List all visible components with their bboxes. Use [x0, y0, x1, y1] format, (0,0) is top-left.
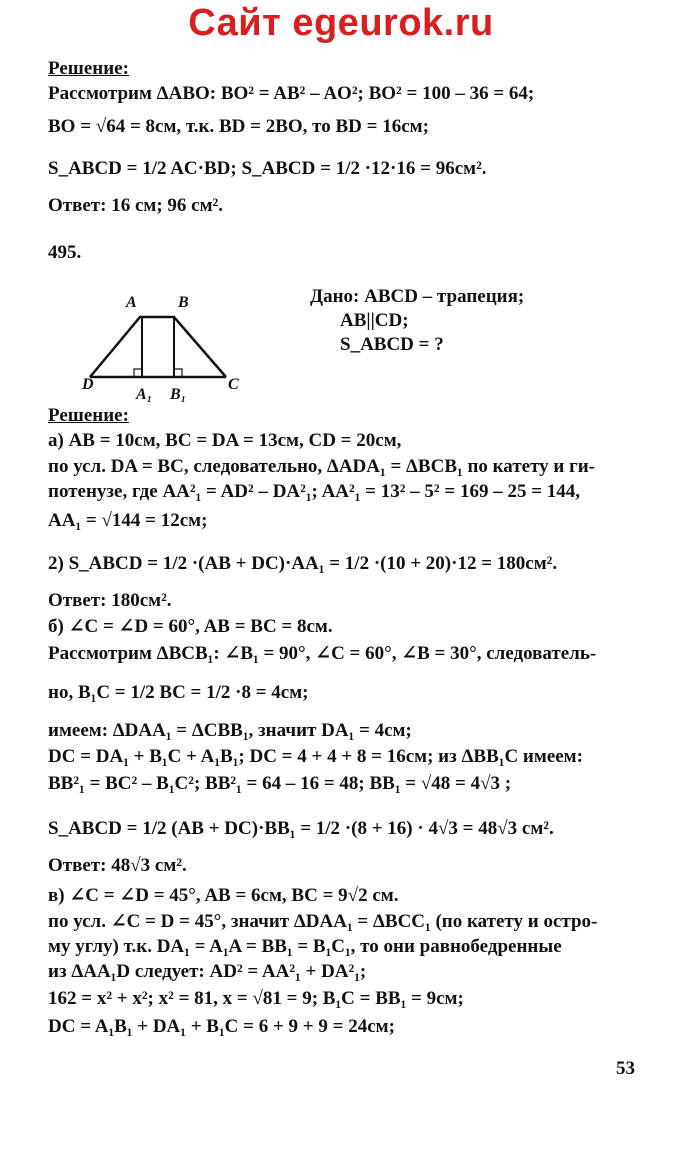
page-number: 53	[616, 1058, 635, 1079]
text-line: Ответ: 16 см; 96 см².	[48, 195, 223, 216]
text-line: Ответ: 180см².	[48, 590, 172, 611]
text-line: но, B₁C = 1/2 BC = 1/2 ·8 = 4см;	[48, 682, 309, 703]
text-line: в) ∠C = ∠D = 45°, AB = 6см, BC = 9√2 см.	[48, 885, 399, 906]
label-b1: B₁	[170, 386, 187, 403]
given-line: AB||CD;	[340, 310, 409, 331]
text-line: BO = √64 = 8см, т.к. BD = 2BO, то BD = 16см;	[48, 116, 429, 137]
label-b: B	[178, 294, 189, 311]
text-line: Рассмотрим ΔABO: BO² = AB² – AO²; BO² = 100 – 36 = 64;	[48, 83, 535, 104]
text-line: S_ABCD = 1/2 (AB + DC)·BB₁ = 1/2 ·(8 + 16) · 4√3 = 48√3 см².	[48, 818, 554, 839]
top-solution-label: Решение:	[48, 58, 129, 79]
trapezoid-figure	[78, 285, 278, 405]
text-line: по усл. DA = BC, следовательно, ΔADA₁ = ΔBCB₁ по катету и ги-	[48, 456, 596, 477]
text-line: 162 = x² + x²; x² = 81, x = √81 = 9; B₁C = BB₁ = 9см;	[48, 988, 464, 1009]
label-d: D	[82, 376, 94, 393]
text-line: из ΔAA₁D следует: AD² = AA²₁ + DA²₁;	[48, 961, 367, 982]
text-line: Рассмотрим ΔBCB₁: ∠B₁ = 90°, ∠C = 60°, ∠B = 30°, следователь-	[48, 643, 597, 664]
given-line: Дано: ABCD – трапеция;	[310, 286, 525, 307]
label-c: C	[228, 376, 239, 393]
text-line: по усл. ∠C = D = 45°, значит ΔDAA₁ = ΔBCC₁ (по катету и остро-	[48, 911, 598, 932]
text-line: DC = DA₁ + B₁C + A₁B₁; DC = 4 + 4 + 8 = 16см; из ΔBB₁C имеем:	[48, 746, 583, 767]
label-a: A	[126, 294, 137, 311]
text-line: Ответ: 48√3 см².	[48, 855, 187, 876]
text-line: AA₁ = √144 = 12см;	[48, 510, 208, 531]
text-line: а) AB = 10см, BC = DA = 13см, CD = 20см,	[48, 430, 402, 451]
problem-number: 495.	[48, 242, 82, 263]
text-line: имеем: ΔDAA₁ = ΔCBB₁, значит DA₁ = 4см;	[48, 720, 412, 741]
given-line: S_ABCD = ?	[340, 334, 444, 355]
trapezoid-outline	[90, 317, 226, 377]
text-line: S_ABCD = 1/2 AC·BD; S_ABCD = 1/2 ·12·16 = 96см².	[48, 158, 487, 179]
text-line: DC = A₁B₁ + DA₁ + B₁C = 6 + 9 + 9 = 24см;	[48, 1016, 395, 1037]
text-line: му углу) т.к. DA₁ = A₁A = BB₁ = B₁C₁, то они равнобедренные	[48, 936, 562, 957]
text-line: потенузе, где AA²₁ = AD² – DA²₁; AA²₁ = 13² – 5² = 169 – 25 = 144,	[48, 481, 581, 502]
site-title: Сайт egeurok.ru	[188, 2, 494, 44]
label-a1: A₁	[136, 386, 153, 403]
text-line: BB²₁ = BC² – B₁C²; BB²₁ = 64 – 16 = 48; BB₁ = √48 = 4√3 ;	[48, 773, 512, 794]
text-line: б) ∠C = ∠D = 60°, AB = BC = 8см.	[48, 616, 333, 637]
text-line: 2) S_ABCD = 1/2 ·(AB + DC)·AA₁ = 1/2 ·(10 + 20)·12 = 180см².	[48, 553, 558, 574]
solution-label: Решение:	[48, 405, 129, 426]
